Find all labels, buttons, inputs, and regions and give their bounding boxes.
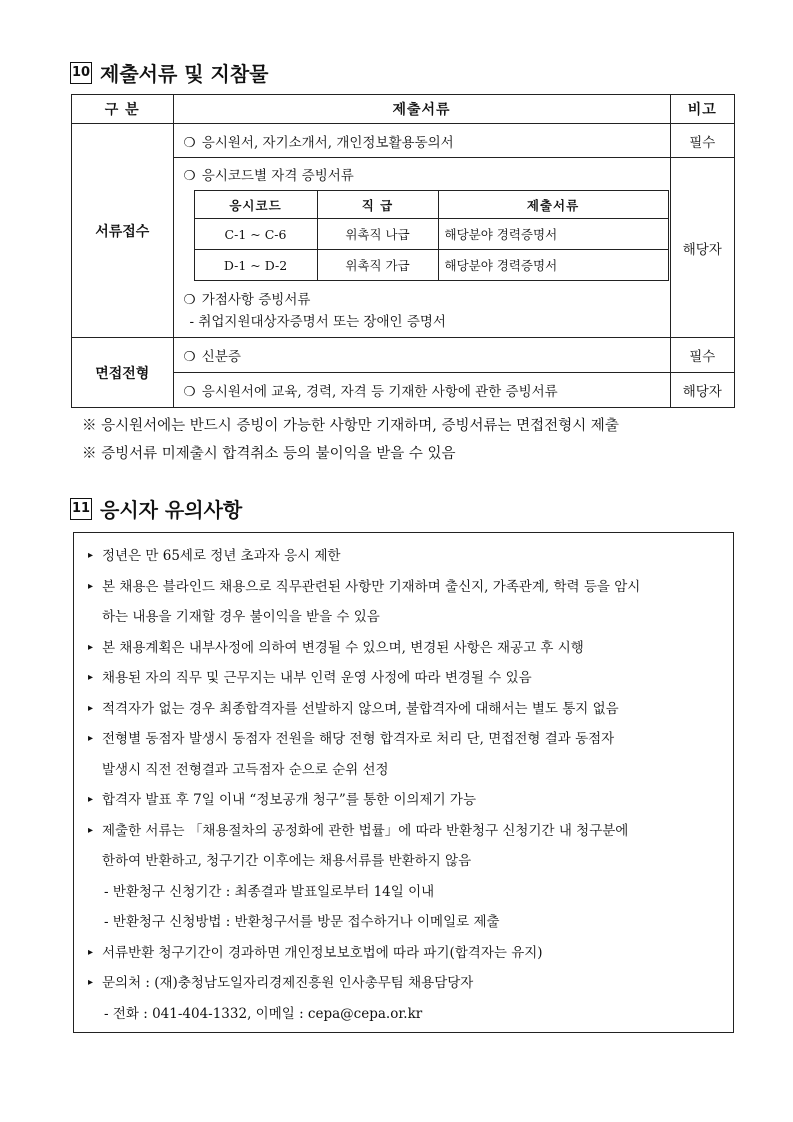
triangle-bullet-icon: ▸	[88, 946, 94, 958]
item-text: 서류반환 청구기간이 경과하면 개인정보보호법에 따라 파기(합격자는 유지)	[102, 944, 543, 961]
inner-cell-grade: 위촉직 가급	[317, 250, 438, 281]
triangle-bullet-icon: ▸	[88, 824, 94, 836]
circle-bullet-icon: ❍	[183, 349, 196, 365]
item-text: 문의처 : (재)충청남도일자리경제진흥원 인사총무팀 채용담당자	[102, 975, 474, 991]
inner-header-docs: 제출서류	[438, 191, 668, 219]
remark-line: ※ 증빙서류 미제출시 합격취소 등의 불이익을 받을 수 있음	[82, 446, 456, 462]
row-application-docs	[173, 124, 670, 158]
list-item-continuation: 한하여 반환하고, 청구기간 이후에는 채용서류를 반환하지 않음	[102, 853, 472, 869]
row-note: 필수	[670, 124, 735, 158]
item-text: 본 채용은 블라인드 채용으로 직무관련된 사항만 기재하며 출신지, 가족관계, 학력 등을 암시	[102, 578, 641, 595]
row-proof-docs	[173, 373, 670, 408]
section-11-heading	[70, 494, 242, 523]
triangle-bullet-icon: ▸	[88, 702, 94, 714]
table-row	[194, 219, 668, 250]
remark-line: ※ 응시원서에는 반드시 증빙이 가능한 사항만 기재하며, 증빙서류는 면접전형시 제출	[82, 418, 619, 434]
code-docs-table	[194, 190, 669, 281]
circle-bullet-icon: ❍	[183, 292, 196, 308]
list-item	[88, 785, 721, 816]
inner-cell-grade: 위촉직 나급	[317, 219, 438, 250]
list-item	[88, 816, 721, 847]
list-item-continuation: 발생시 직전 전형결과 고득점자 순으로 순위 선정	[102, 761, 389, 778]
inner-cell-docs: 해당분야 경력증명서	[438, 219, 668, 250]
inner-cell-code: D-1 ~ D-2	[194, 250, 317, 281]
list-item	[88, 938, 721, 969]
category-docs: 서류접수	[72, 124, 174, 338]
item-text: 정년은 만 65세로 정년 초과자 응시 제한	[102, 548, 341, 564]
triangle-bullet-icon: ▸	[88, 550, 94, 561]
item-text: 채용된 자의 직무 및 근무지는 내부 인력 운영 사정에 따라 변경될 수 있음	[102, 670, 532, 686]
list-item	[88, 724, 721, 755]
header-category: 구 분	[72, 95, 174, 124]
list-subitem: - 반환청구 신청방법 : 반환청구서를 방문 접수하거나 이메일로 제출	[104, 914, 500, 930]
notice-box	[73, 532, 734, 1033]
row-note: 해당자	[670, 158, 735, 338]
row-note: 필수	[670, 338, 735, 373]
table-row	[194, 250, 668, 281]
triangle-bullet-icon: ▸	[88, 733, 94, 744]
triangle-bullet-icon: ▸	[88, 977, 94, 988]
list-item	[88, 541, 721, 572]
list-item-continuation: 하는 내용을 기재할 경우 불이익을 받을 수 있음	[102, 609, 380, 625]
list-item	[88, 572, 721, 603]
row-note: 해당자	[670, 373, 735, 408]
list-item	[88, 968, 721, 999]
inner-cell-code: C-1 ~ C-6	[194, 219, 317, 250]
list-item	[88, 633, 721, 664]
triangle-bullet-icon: ▸	[88, 794, 94, 805]
row-text: 응시원서에 교육, 경력, 자격 등 기재한 사항에 관한 증빙서류	[201, 384, 558, 400]
item-text: 전형별 동점자 발생시 동점자 전원을 해당 전형 합격자로 처리 단, 면접전형 결과 동점자	[102, 731, 615, 747]
header-docs: 제출서류	[173, 95, 670, 124]
item-text: 제출한 서류는 「채용절차의 공정화에 관한 법률」에 따라 반환청구 신청기간 내 청구분에	[102, 822, 629, 839]
triangle-bullet-icon: ▸	[88, 672, 94, 683]
inner-header-row	[194, 191, 668, 219]
item-text: 적격자가 없는 경우 최종합격자를 선발하지 않으며, 불합격자에 대해서는 별도 통지 없음	[102, 700, 619, 717]
section-10-heading	[70, 58, 269, 87]
triangle-bullet-icon: ▸	[88, 580, 94, 592]
contact-subitem: - 전화 : 041-404-1332, 이메일 : cepa@cepa.or.kr	[104, 1005, 423, 1022]
row-qualification-docs	[173, 158, 670, 338]
table-row	[72, 338, 735, 373]
table-header-row	[72, 95, 735, 124]
row-id-card	[173, 338, 670, 373]
inner-header-grade: 직 급	[317, 191, 438, 219]
documents-table	[71, 94, 735, 408]
list-item	[88, 694, 721, 725]
list-item	[88, 663, 721, 694]
category-interview: 면접전형	[72, 338, 174, 408]
row-text: 신분증	[201, 349, 241, 365]
inner-header-code: 응시코드	[194, 191, 317, 219]
table-row	[72, 124, 735, 158]
remarks	[82, 412, 619, 468]
item-text: 본 채용계획은 내부사정에 의하여 변경될 수 있으며, 변경된 사항은 재공고 후 시행	[102, 639, 584, 656]
section-title: 제출서류 및 지참물	[100, 62, 269, 86]
circle-bullet-icon: ❍	[183, 134, 196, 151]
section-number-box: 11	[70, 498, 92, 520]
list-subitem: - 반환청구 신청기간 : 최종결과 발표일로부터 14일 이내	[104, 883, 435, 900]
row-text: 응시코드별 자격 증빙서류	[201, 168, 354, 184]
row-text: 가점사항 증빙서류	[201, 292, 311, 308]
triangle-bullet-icon: ▸	[88, 641, 94, 653]
circle-bullet-icon: ❍	[183, 168, 196, 184]
row-subtext: - 취업지원대상자증명서 또는 장애인 증명서	[189, 314, 446, 330]
inner-cell-docs: 해당분야 경력증명서	[438, 250, 668, 281]
section-number-box: 10	[70, 62, 92, 84]
circle-bullet-icon: ❍	[183, 384, 196, 400]
section-title: 응시자 유의사항	[100, 498, 243, 522]
header-note: 비고	[670, 95, 735, 124]
row-text: 응시원서, 자기소개서, 개인정보활용동의서	[201, 134, 454, 151]
item-text: 합격자 발표 후 7일 이내 “정보공개 청구”를 통한 이의제기 가능	[102, 792, 476, 808]
